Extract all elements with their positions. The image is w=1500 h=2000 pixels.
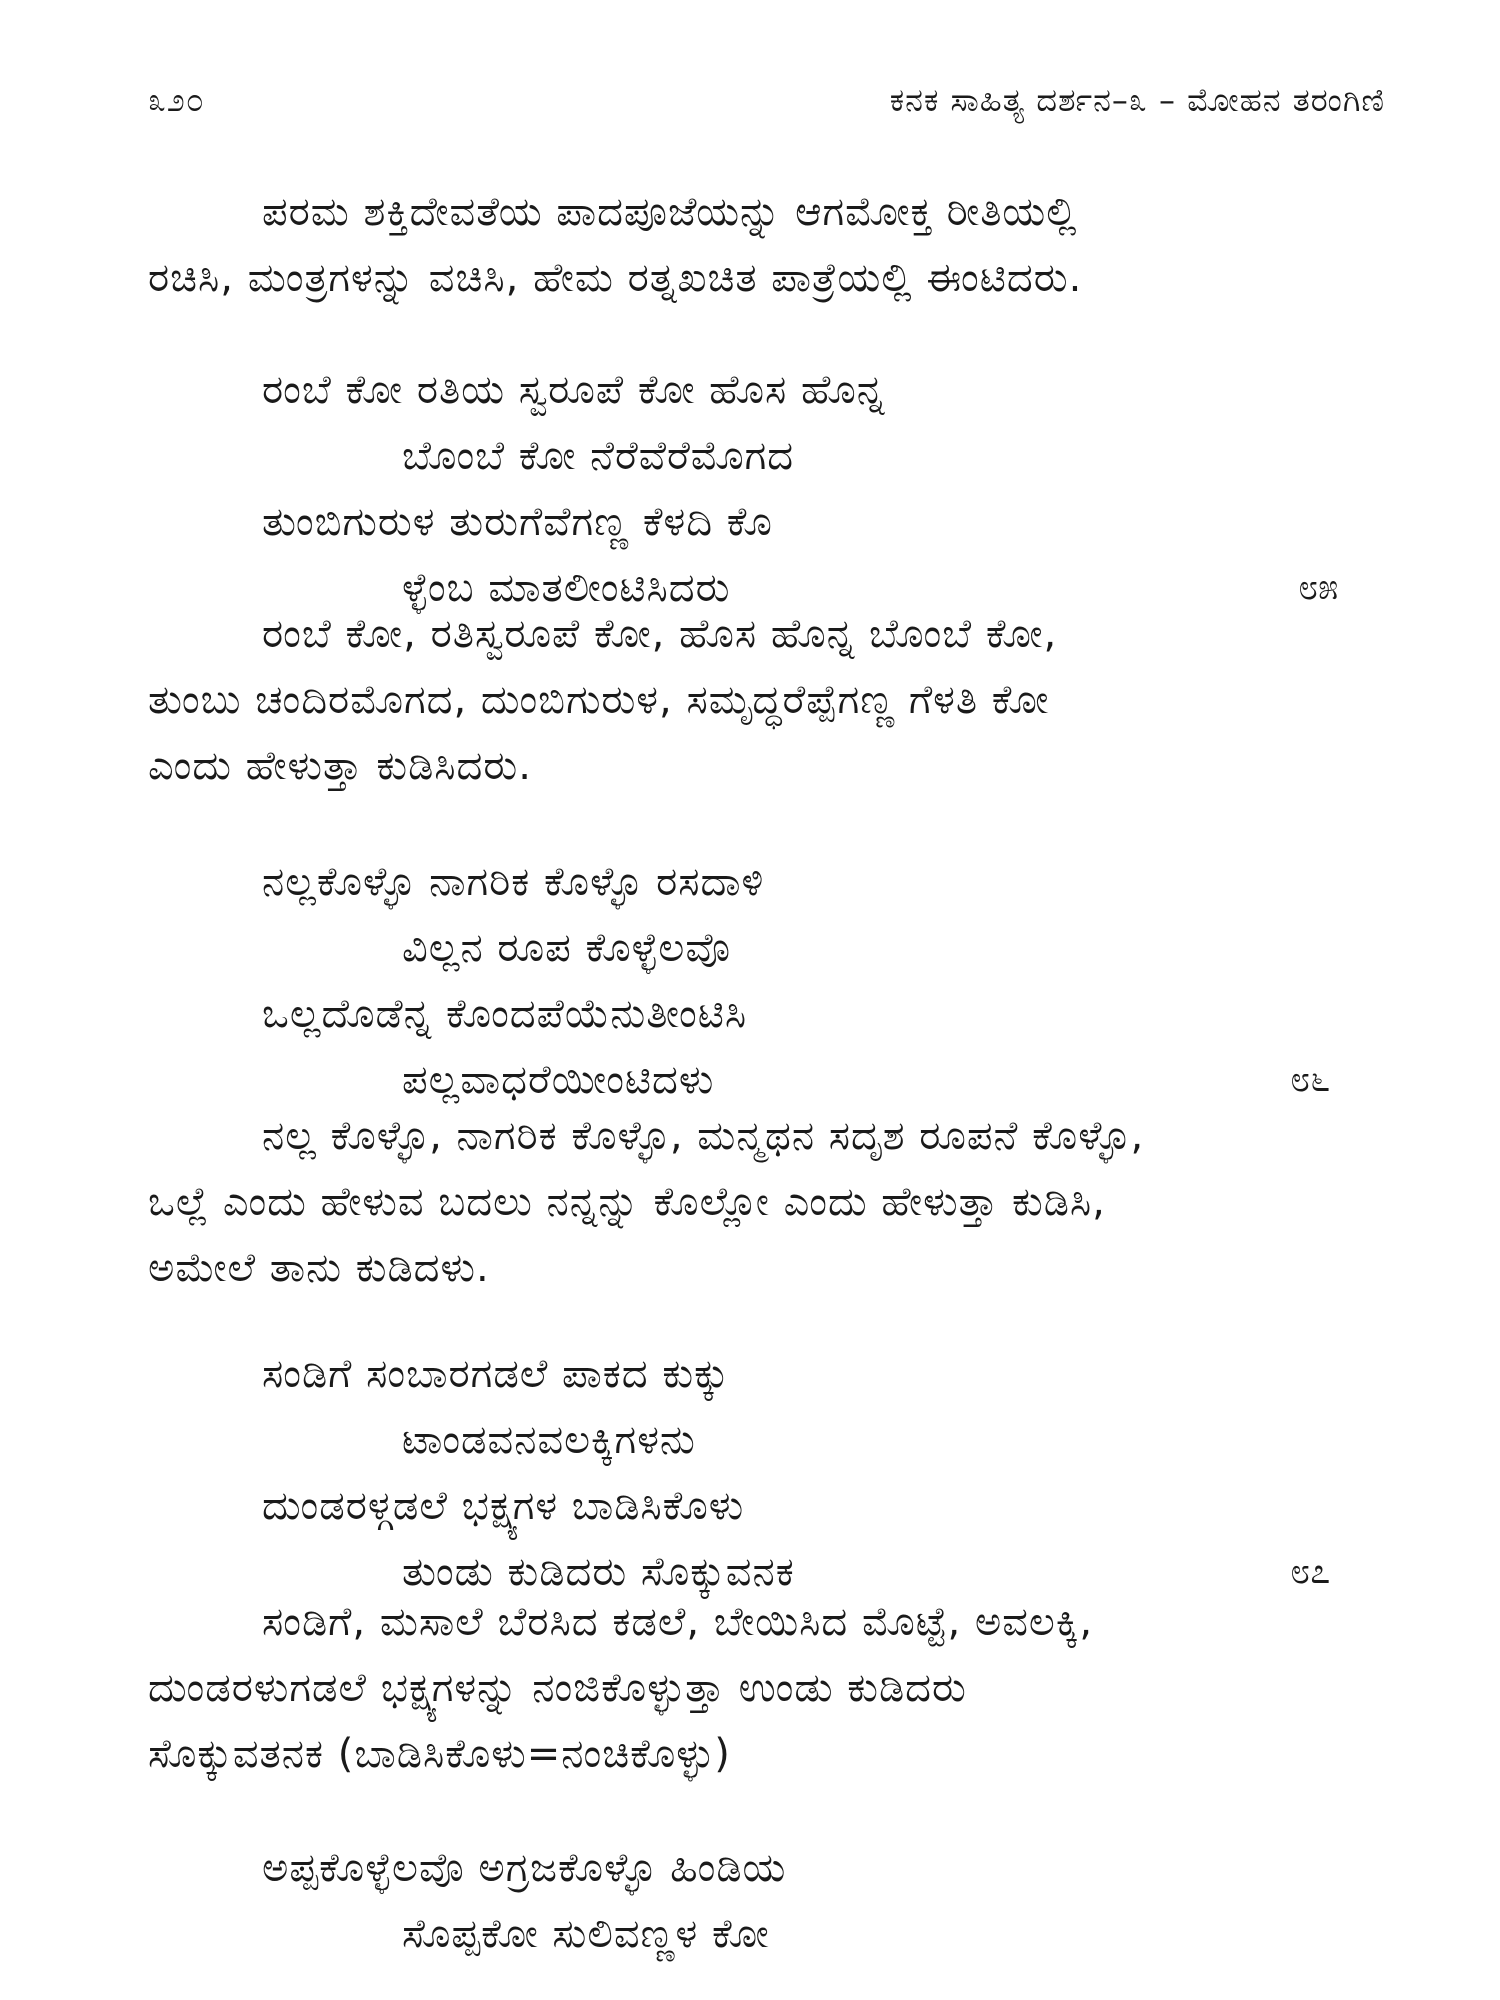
verse4-line2: ಸೊಪ್ಪಕೋ ಸುಲಿವಣ್ಣಳ ಕೋ [402,1911,770,1957]
para1-line2: ರಚಿಸಿ, ಮಂತ್ರಗಳನ್ನು ವಚಿಸಿ, ಹೇಮ ರತ್ನಖಚಿತ ಪಾತ್ರೆಯಲ್ಲಿ ಈಂಟಿದರು. [148,255,1083,301]
para2-line3: ಎಂದು ಹೇಳುತ್ತಾ ಕುಡಿಸಿದರು. [148,743,532,789]
verse1-line2: ಬೊಂಬೆ ಕೋ ನೆರೆವೆರೆಮೊಗದ [402,433,795,479]
verse-number: ೮೬ [1290,1059,1331,1100]
verse3-line3: ದುಂಡರಳ್ಗಡಲೆ ಭಕ್ಷ್ಯಗಳ ಬಾಡಿಸಿಕೊಳು [262,1483,745,1529]
verse2-line4: ಪಲ್ಲವಾಧರೆಯೀಂಟಿದಳು [402,1057,715,1103]
running-title: ಕನಕ ಸಾಹಿತ್ಯ ದರ್ಶನ–೩ – ಮೋಹನ ತರಂಗಿಣಿ [889,81,1385,119]
para1-line1: ಪರಮ ಶಕ್ತಿದೇವತೆಯ ಪಾದಪೂಜೆಯನ್ನು ಆಗಮೋಕ್ತ ರೀತಿಯಲ್ಲಿ [262,189,1078,235]
verse1-line1: ರಂಬೆ ಕೋ ರತಿಯ ಸ್ವರೂಪೆ ಕೋ ಹೊಸ ಹೊನ್ನ [262,367,886,413]
verse3-line4: ತುಂಡು ಕುಡಿದರು ಸೊಕ್ಕುವನಕ [402,1549,795,1595]
verse1-line3: ತುಂಬಿಗುರುಳ ತುರುಗೆವೆಗಣ್ಣ ಕೆಳದಿ ಕೊ [262,499,773,545]
para4-line1: ಸಂಡಿಗೆ, ಮಸಾಲೆ ಬೆರಸಿದ ಕಡಲೆ, ಬೇಯಿಸಿದ ಮೊಟ್ಟೆ, ಅವಲಕ್ಕಿ, [262,1599,1094,1645]
verse3-line1: ಸಂಡಿಗೆ ಸಂಬಾರಗಡಲೆ ಪಾಕದ ಕುಕ್ಕು [262,1351,730,1397]
para3-line3: ಅಮೇಲೆ ತಾನು ಕುಡಿದಳು. [148,1245,490,1291]
verse1-line4: ಳ್ಳೆಂಬ ಮಾತಲೀಂಟಿಸಿದರು [402,565,731,611]
verse3-line2: ಟಾಂಡವನವಲಕ್ಕಿಗಳನು [402,1417,696,1463]
page-number: ೩೨೦ [148,81,205,119]
verse-number: ೮೭ [1290,1551,1331,1592]
verse2-line2: ವಿಲ್ಲನ ರೂಪ ಕೊಳ್ಳೆಲವೊ [402,925,732,971]
para4-line3: ಸೊಕ್ಕುವತನಕ (ಬಾಡಿಸಿಕೊಳು=ನಂಚಿಕೊಳ್ಳು) [148,1731,731,1777]
verse-number: ೮೫ [1298,567,1339,608]
verse4-line1: ಅಪ್ಪಕೊಳ್ಳೆಲವೊ ಅಗ್ರಜಕೊಳ್ಳೊ ಹಿಂಡಿಯ [262,1845,787,1891]
verse2-line3: ಒಲ್ಲದೊಡೆನ್ನ ಕೊಂದಪೆಯೆನುತೀಂಟಿಸಿ [262,991,748,1037]
para2-line2: ತುಂಬು ಚಂದಿರಮೊಗದ, ದುಂಬಿಗುರುಳ, ಸಮೃದ್ಧರೆಪ್ಪೆಗಣ್ಣ ಗೆಳತಿ ಕೋ [148,677,1050,723]
para4-line2: ದುಂಡರಳುಗಡಲೆ ಭಕ್ಷ್ಯಗಳನ್ನು ನಂಜಿಕೊಳ್ಳುತ್ತಾ ಉಂಡು ಕುಡಿದರು [148,1665,967,1711]
para2-line1: ರಂಬೆ ಕೋ, ರತಿಸ್ವರೂಪೆ ಕೋ, ಹೊಸ ಹೊನ್ನ ಬೊಂಬೆ ಕೋ, [262,611,1058,657]
para3-line1: ನಲ್ಲ ಕೊಳ್ಳೊ, ನಾಗರಿಕ ಕೊಳ್ಳೊ, ಮನ್ಮಥನ ಸದೃಶ ರೂಪನೆ ಕೊಳ್ಳೊ, [262,1113,1145,1159]
verse2-line1: ನಲ್ಲಕೊಳ್ಳೊ ನಾಗರಿಕ ಕೊಳ್ಳೊ ರಸದಾಳಿ [262,859,765,905]
para3-line2: ಒಲ್ಲೆ ಎಂದು ಹೇಳುವ ಬದಲು ನನ್ನನ್ನು ಕೊಲ್ಲೋ ಎಂದು ಹೇಳುತ್ತಾ ಕುಡಿಸಿ, [148,1179,1106,1225]
